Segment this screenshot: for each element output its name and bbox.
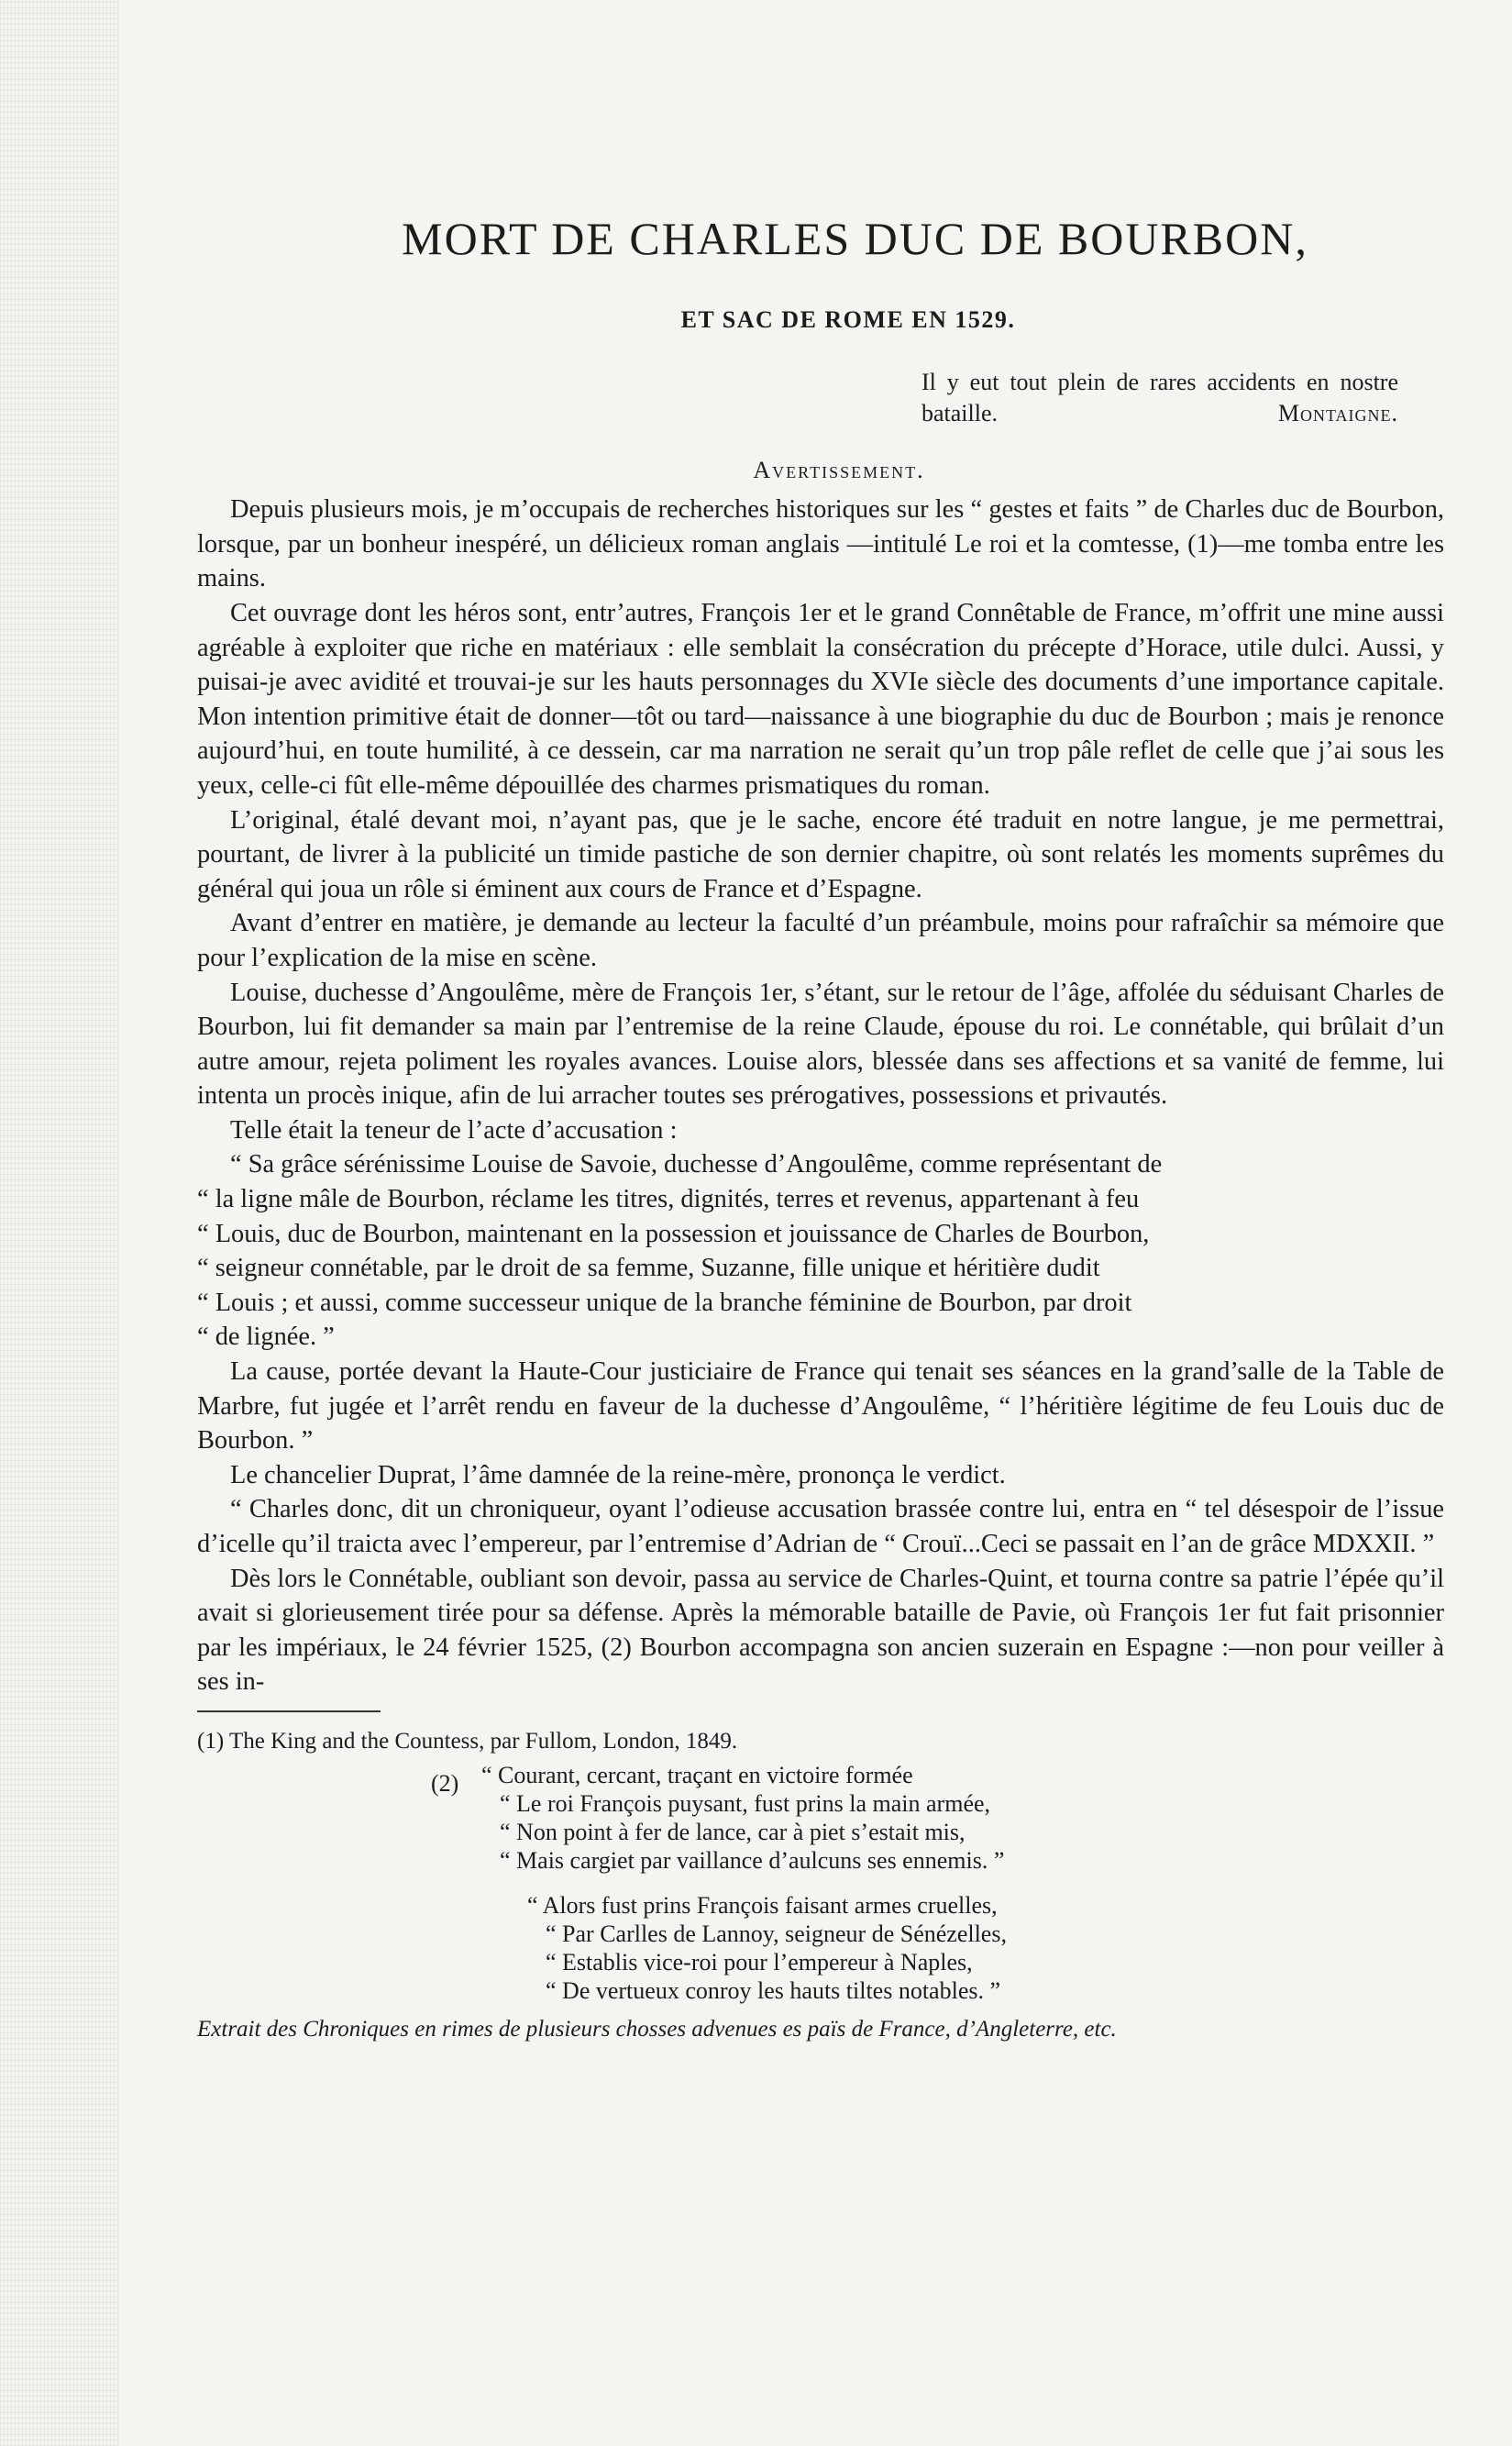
epigraph [922,367,1398,429]
page-subtitle: ET SAC DE ROME EN 1529. [680,306,1016,333]
paragraph: Avant d’entrer en matière, je demande au lecteur la faculté d’un préambule, moins pour rafraîchir sa mémoire que pour l’explication de la mise en scène. [197,909,1444,972]
epigraph-author: Montaigne. [1277,399,1398,426]
accusation-quote [197,1147,1444,1355]
footnote-2 [197,1761,1444,2005]
footnote-1: (1) The King and the Countess, par Fullom, London, 1849. [197,1728,738,1754]
verse-line: “ Alors fust prins François faisant armes cruelles, [527,1891,998,1919]
page-title: MORT DE CHARLES DUC DE BOURBON, [402,213,1308,264]
paragraph: “ Charles donc, dit un chroniqueur, oyant l’odieuse accusation brassée contre lui, entra en “ tel désespoir de l’issue d’icelle qu’il traicta avec l’empereur, par l’entremise d’Adrian de “ Crouï...Ceci se passait en l’an de grâce MDXXII. ” [197,1495,1444,1558]
verse-line: “ Non point à fer de lance, car à piet s’estait mis, [500,1818,966,1845]
paragraph: Telle était la teneur de l’acte d’accusation : [230,1115,678,1145]
paragraph: Cet ouvrage dont les héros sont, entr’autres, François 1er et le grand Connêtable de France, m’offrit une mine aussi agréable à exploiter que riche en matériaux : elle semblait la consécration du précepte d’Horace, utile dulci. Aussi, y puisai-je avec avidité et trouvai-je sur les hauts personnages du XVIe siècle des documents d’une importance capitale. Mon intention primitive était de donner—tôt ou tard—naissance à une biographie du duc de Bourbon ; mais je renonce aujourd’hui, en toute humilité, à ce dessein, car ma narration ne serait qu’un trop pâle reflet de celle que j’ai sous les yeux, celle-ci fût elle-même dépouillée des charmes prismatiques du roman. [197,598,1444,800]
verse-line: “ Par Carlles de Lannoy, seigneur de Sénézelles, [546,1920,1007,1947]
verse-stanza-1 [481,1761,1444,1875]
scan-margin [0,0,119,2446]
source-citation: Extrait des Chroniques en rimes de plusieurs chosses advenues es païs de France, d’Angleterre, etc. [197,2016,1117,2042]
paragraph: Dès lors le Connétable, oubliant son devoir, passa au service de Charles-Quint, et tourna contre sa patrie l’épée qu’il avait si glorieusement tirée pour sa défense. Après la mémorable bataille de Pavie, où François 1er fut fait prisonnier par les impériaux, le 24 février 1525, (2) Bourbon accompagna son ancien suzerain en Espagne :—non pour veiller à ses in- [197,1564,1444,1697]
quote-line: “ la ligne mâle de Bourbon, réclame les titres, dignités, terres et revenus, appartenant à feu [197,1185,1140,1214]
footnote-divider [197,1710,381,1712]
quote-line: “ Sa grâce sérénissime Louise de Savoie, duchesse d’Angoulême, comme représentant de [230,1150,1163,1179]
verse-stanza-2 [527,1891,1444,2005]
paragraph: Louise, duchesse d’Angoulême, mère de François 1er, s’étant, sur le retour de l’âge, affolée du séduisant Charles de Bourbon, lui fit demander sa main par l’entremise de la reine Claude, épouse du roi. Le connétable, qui brûlait d’un autre amour, rejeta poliment les royales avances. Louise alors, blessée dans ses affections et sa vanité de femme, lui intenta un procès inique, afin de lui arracher toutes ses prérogatives, possessions et privautés. [197,978,1444,1111]
verse-line: “ Le roi François puysant, fust prins la main armée, [500,1789,991,1817]
text-column [197,211,1444,2047]
quote-line: “ Louis ; et aussi, comme successeur unique de la branche féminine de Bourbon, par droit [197,1288,1132,1317]
verse-line: “ Mais cargiet par vaillance d’aulcuns ses ennemis. ” [500,1846,1005,1874]
quote-line: “ Louis, duc de Bourbon, maintenant en la possession et jouissance de Charles de Bourbon, [197,1219,1150,1248]
footnote-2-label: (2) [431,1769,459,1797]
paragraph: La cause, portée devant la Haute-Cour justiciaire de France qui tenait ses séances en la grand’salle de la Table de Marbre, fut jugée et l’arrêt rendu en faveur de la duchesse d’Angoulême, “ l’héritière légitime de feu Louis duc de Bourbon. ” [197,1357,1444,1455]
verse-line: “ Establis vice-roi pour l’empereur à Naples, [546,1948,973,1976]
verse-line: “ Courant, cercant, traçant en victoire formée [481,1761,913,1788]
paragraph: Depuis plusieurs mois, je m’occupais de recherches historiques sur les “ gestes et faits ” de Charles duc de Bourbon, lorsque, par un bonheur inespéré, un délicieux roman anglais —intitulé Le roi et la comtesse, (1)—me tomba entre les mains. [197,495,1444,593]
epigraph-text: Il y eut tout plein de rares accidents en nostre bataille. [922,368,1398,426]
paragraph: L’original, étalé devant moi, n’ayant pas, que je le sache, encore été traduit en notre langue, je me permettrai, pourtant, de livrer à la publicité un timide pastiche de son dernier chapitre, où sont relatés les moments suprêmes du général qui joua un rôle si éminent aux cours de France et d’Espagne. [197,805,1444,903]
verse-line: “ De vertueux conroy les hauts tiltes notables. ” [546,1976,1001,2004]
quote-line: “ de lignée. ” [197,1323,335,1352]
section-heading: Avertissement. [753,456,925,483]
quote-line: “ seigneur connétable, par le droit de sa femme, Suzanne, fille unique et héritière dudit [197,1254,1100,1283]
paragraph: Le chancelier Duprat, l’âme damnée de la reine-mère, prononça le verdict. [230,1460,1006,1489]
